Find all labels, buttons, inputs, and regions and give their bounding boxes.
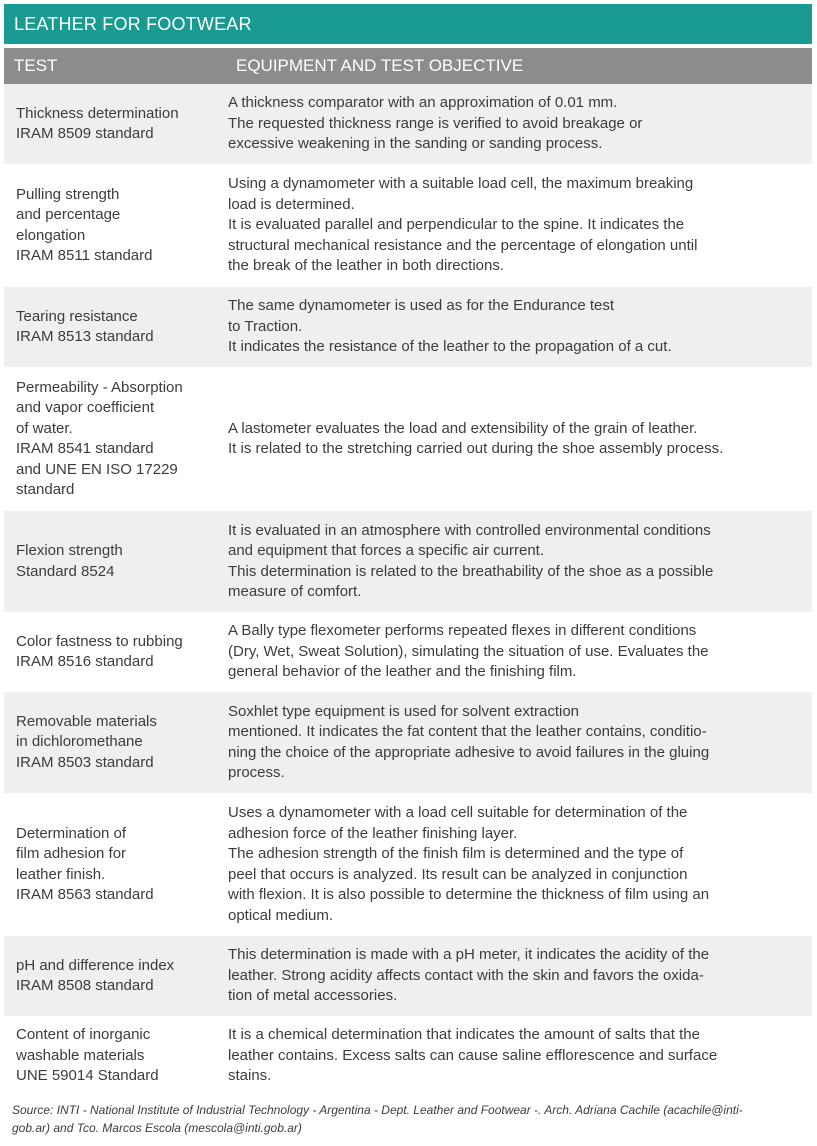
- test-cell: [4, 307, 228, 348]
- objective-cell: [228, 1025, 812, 1087]
- objective-line: It is evaluated parallel and perpendicular to the spine. It indicates the: [228, 216, 685, 234]
- objective-line: It indicates the resistance of the leather to the propagation of a cut.: [228, 338, 672, 356]
- table-title: [4, 4, 812, 44]
- table-row: [4, 936, 812, 1016]
- source-line: gob.ar) and Tco. Marcos Escola (mescola@inti.gob.ar): [12, 1121, 302, 1135]
- source-line: Source: INTI - National Institute of Industrial Technology - Argentina - Dept. Leather and Footwear -. Arch. Adriana Cachile (acachile@inti-: [12, 1103, 743, 1117]
- objective-line: The requested thickness range is verified to avoid breakage or: [228, 114, 643, 132]
- header-objective: EQUIPMENT AND TEST OBJECTIVE: [236, 56, 524, 75]
- objective-line: It is related to the stretching carried out during the shoe assembly process.: [228, 440, 724, 457]
- test-line: and percentage: [16, 206, 121, 223]
- test-line: washable materials: [16, 1046, 145, 1064]
- objective-line: peel that occurs is analyzed. Its result can be analyzed in conjunction: [228, 865, 688, 883]
- test-line: Flexion strength: [16, 542, 123, 559]
- objective-line: mentioned. It indicates the fat content that the leather contains, conditio-: [228, 723, 707, 740]
- test-line: Tearing resistance: [16, 307, 138, 325]
- test-line: film adhesion for: [16, 845, 127, 862]
- test-cell: [4, 712, 228, 774]
- test-line: Pulling strength: [16, 185, 120, 203]
- objective-line: structural mechanical resistance and the percentage of elongation until: [228, 236, 698, 254]
- test-cell: [4, 541, 228, 582]
- objective-cell: [228, 419, 812, 460]
- objective-line: with flexion. It is also possible to determine the thickness of film using an: [228, 886, 710, 903]
- test-cell: [4, 1025, 228, 1087]
- objective-line: stains.: [228, 1067, 272, 1085]
- objective-line: optical medium.: [228, 906, 334, 924]
- leather-footwear-table: [4, 4, 812, 1096]
- objective-line: to Traction.: [228, 317, 303, 335]
- test-cell: [4, 104, 228, 145]
- table-row: [4, 367, 812, 511]
- test-line: Content of inorganic: [16, 1026, 151, 1044]
- objective-line: leather. Strong acidity affects contact with the skin and favors the oxida-: [228, 966, 704, 984]
- test-cell: [4, 632, 228, 673]
- objective-cell: [228, 93, 812, 155]
- objective-line: It is evaluated in an atmosphere with controlled environmental conditions: [228, 521, 711, 539]
- test-cell: [4, 378, 228, 501]
- table-row: [4, 793, 812, 936]
- objective-line: (Dry, Wet, Sweat Solution), simulating the situation of use. Evaluates the: [228, 642, 709, 660]
- objective-line: measure of comfort.: [228, 583, 362, 600]
- test-line: in dichloromethane: [16, 733, 143, 751]
- objective-line: load is determined.: [228, 195, 355, 213]
- test-line: IRAM 8541 standard: [16, 440, 154, 457]
- test-line: Permeability - Absorption: [16, 378, 183, 396]
- test-line: IRAM 8503 standard: [16, 753, 154, 771]
- test-line: IRAM 8508 standard: [16, 977, 154, 994]
- objective-line: and equipment that forces a specific air current.: [228, 542, 544, 559]
- test-cell: [4, 824, 228, 906]
- test-line: IRAM 8516 standard: [16, 653, 154, 670]
- table-row: [4, 612, 812, 692]
- objective-line: the break of the leather in both directions.: [228, 257, 505, 275]
- objective-cell: [228, 521, 812, 603]
- objective-cell: [228, 803, 812, 926]
- test-line: UNE 59014 Standard: [16, 1067, 159, 1085]
- table-row: [4, 164, 812, 287]
- table-row: [4, 692, 812, 793]
- test-line: Color fastness to rubbing: [16, 632, 183, 650]
- test-line: Determination of: [16, 824, 127, 842]
- objective-line: The adhesion strength of the finish film is determined and the type of: [228, 845, 684, 862]
- objective-line: tion of metal accessories.: [228, 987, 398, 1005]
- objective-line: leather contains. Excess salts can cause saline efflorescence and surface: [228, 1046, 718, 1064]
- objective-cell: [228, 945, 812, 1007]
- test-line: IRAM 8513 standard: [16, 328, 154, 345]
- objective-line: This determination is made with a pH meter, it indicates the acidity of the: [228, 946, 710, 964]
- test-line: pH and difference index: [16, 956, 175, 974]
- objective-cell: [228, 702, 812, 784]
- table-row: [4, 84, 812, 164]
- test-line: standard: [16, 481, 75, 498]
- test-line: Removable materials: [16, 712, 157, 730]
- test-line: IRAM 8563 standard: [16, 886, 154, 903]
- test-cell: [4, 956, 228, 997]
- table-header-row: [4, 48, 812, 84]
- objective-line: adhesion force of the leather finishing layer.: [228, 824, 518, 842]
- objective-cell: [228, 174, 812, 277]
- test-line: leather finish.: [16, 865, 106, 883]
- test-line: and vapor coefficient: [16, 399, 155, 416]
- objective-line: A lastometer evaluates the load and extensibility of the grain of leather.: [228, 419, 698, 437]
- objective-line: Using a dynamometer with a suitable load cell, the maximum breaking: [228, 175, 694, 193]
- test-line: IRAM 8509 standard: [16, 125, 154, 142]
- objective-line: ning the choice of the appropriate adhesive to avoid failures in the gluing: [228, 743, 710, 761]
- objective-cell: [228, 621, 812, 683]
- objective-line: process.: [228, 764, 285, 781]
- test-cell: [4, 185, 228, 267]
- source-note: [12, 1101, 807, 1137]
- objective-line: general behavior of the leather and the finishing film.: [228, 663, 577, 681]
- test-line: Standard 8524: [16, 562, 115, 580]
- table-row: [4, 1016, 812, 1096]
- test-line: elongation: [16, 226, 86, 244]
- test-line: and UNE EN ISO 17229: [16, 460, 178, 478]
- objective-line: A thickness comparator with an approximation of 0.01 mm.: [228, 94, 618, 112]
- objective-line: The same dynamometer is used as for the Endurance test: [228, 297, 615, 315]
- objective-line: A Bally type flexometer performs repeated flexes in different conditions: [228, 622, 697, 640]
- table-row: [4, 511, 812, 612]
- test-line: of water.: [16, 419, 73, 437]
- test-line: IRAM 8511 standard: [16, 247, 153, 264]
- header-test: TEST: [14, 56, 58, 75]
- objective-line: excessive weakening in the sanding or sanding process.: [228, 135, 603, 153]
- table-title-text: LEATHER FOR FOOTWEAR: [14, 13, 252, 34]
- test-line: Thickness determination: [16, 104, 179, 122]
- objective-cell: [228, 296, 812, 358]
- table-row: [4, 287, 812, 367]
- objective-line: Uses a dynamometer with a load cell suitable for determination of the: [228, 804, 688, 821]
- objective-line: This determination is related to the breathability of the shoe as a possible: [228, 562, 714, 580]
- objective-line: Soxhlet type equipment is used for solvent extraction: [228, 702, 580, 720]
- objective-line: It is a chemical determination that indicates the amount of salts that the: [228, 1026, 700, 1044]
